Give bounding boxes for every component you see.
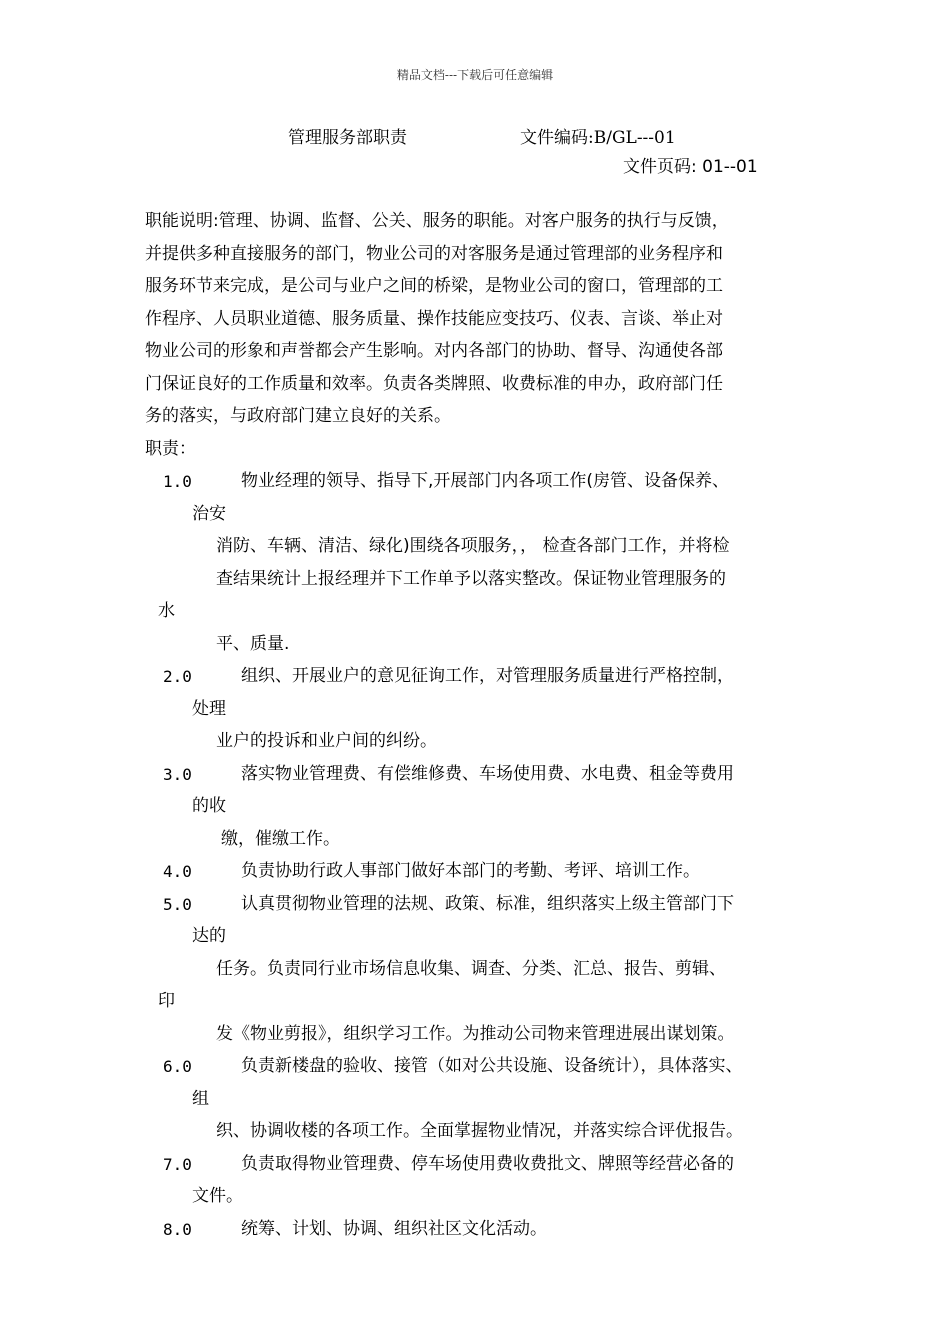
duty-number: 8.0 bbox=[163, 1219, 192, 1239]
document-title-line bbox=[288, 123, 676, 148]
duty-number: 3.0 bbox=[163, 764, 192, 784]
duty-text-continued: 治安 bbox=[192, 503, 226, 524]
duty-text-continued: 达的 bbox=[192, 926, 226, 946]
duty-text: 认真贯彻物业管理的法规、政策、标准，组织落实上级主管部门下 bbox=[241, 893, 734, 914]
duty-text: 负责新楼盘的验收、接管（如对公共设施、设备统计），具体落实、 bbox=[241, 1056, 743, 1076]
duty-number: 6.0 bbox=[163, 1057, 192, 1076]
page-code: 文件页码: 01--01 bbox=[623, 157, 758, 177]
duties-heading: 职责： bbox=[145, 438, 196, 459]
duty-text: 负责协助行政人事部门做好本部门的考勤、考评、培训工作。 bbox=[241, 861, 700, 881]
duty-text: 组织、开展业户的意见征询工作，对管理服务质量进行严格控制， bbox=[241, 666, 734, 686]
duty-number: 4.0 bbox=[163, 862, 192, 881]
duty-text-continued: 查结果统计上报经理并下工作单予以落实整改。保证物业管理服务的 bbox=[216, 568, 726, 589]
duty-number: 2.0 bbox=[163, 667, 192, 686]
duty-number: 7.0 bbox=[163, 1154, 192, 1174]
duty-text-continued: 任务。负责同行业市场信息收集、调查、分类、汇总、报告、剪辑、 bbox=[216, 958, 726, 979]
duty-text-continued: 处理 bbox=[192, 698, 226, 719]
duty-text-continued: 组 bbox=[192, 1088, 209, 1109]
duty-text-continued: 织、协调收楼的各项工作。全面掌握物业情况，并落实综合评优报告。 bbox=[216, 1121, 743, 1141]
duty-number: 1.0 bbox=[163, 472, 192, 491]
duty-text-continued: 业户的投诉和业户间的纠纷。 bbox=[216, 731, 437, 751]
description-line: 务的落实，与政府部门建立良好的关系。 bbox=[145, 406, 451, 426]
watermark-text: 精品文档---下载后可任意编辑 bbox=[396, 68, 554, 82]
duty-text: 物业经理的领导、指导下,开展部门内各项工作(房管、设备保养、 bbox=[241, 471, 730, 491]
duty-text-continued: 水 bbox=[158, 601, 175, 621]
duty-number: 5.0 bbox=[163, 894, 192, 914]
document-title: 管理服务部职责 bbox=[288, 128, 407, 148]
duty-text-continued: 发《物业剪报》，组织学习工作。为推动公司物来管理进展出谋划策。 bbox=[216, 1023, 735, 1044]
duty-text: 落实物业管理费、有偿维修费、车场使用费、水电费、租金等费用 bbox=[241, 763, 734, 784]
duty-text-continued: 的收 bbox=[192, 796, 226, 816]
duty-text-continued: 印 bbox=[158, 991, 175, 1011]
description-line: 服务环节来完成，是公司与业户之间的桥梁，是物业公司的窗口，管理部的工 bbox=[145, 276, 723, 296]
duty-text-continued: 文件。 bbox=[192, 1186, 243, 1206]
duty-text-continued: 平、质量. bbox=[216, 633, 290, 654]
description-line: 物业公司的形象和声誉都会产生影响。对内各部门的协助、督导、沟通使各部 bbox=[145, 341, 723, 361]
duty-text-continued: 缴，催缴工作。 bbox=[221, 828, 340, 849]
description-line: 职能说明:管理、协调、监督、公关、服务的职能。对客户服务的执行与反馈， bbox=[145, 211, 729, 231]
duty-text-continued: 消防、车辆、清洁、绿化)围绕各项服务，， 检查各部门工作，并将检 bbox=[216, 536, 730, 556]
duty-text: 负责取得物业管理费、停车场使用费收费批文、牌照等经营必备的 bbox=[241, 1153, 734, 1174]
description-line: 门保证良好的工作质量和效率。负责各类牌照、收费标准的申办，政府部门任 bbox=[145, 373, 723, 394]
file-code: 文件编码:B/GL---01 bbox=[520, 128, 676, 148]
description-line: 并提供多种直接服务的部门，物业公司的对客服务是通过管理部的业务程序和 bbox=[145, 243, 723, 264]
duty-text: 统筹、计划、协调、组织社区文化活动。 bbox=[241, 1218, 547, 1239]
description-line: 作程序、人员职业道德、服务质量、操作技能应变技巧、仪表、言谈、举止对 bbox=[145, 308, 723, 329]
